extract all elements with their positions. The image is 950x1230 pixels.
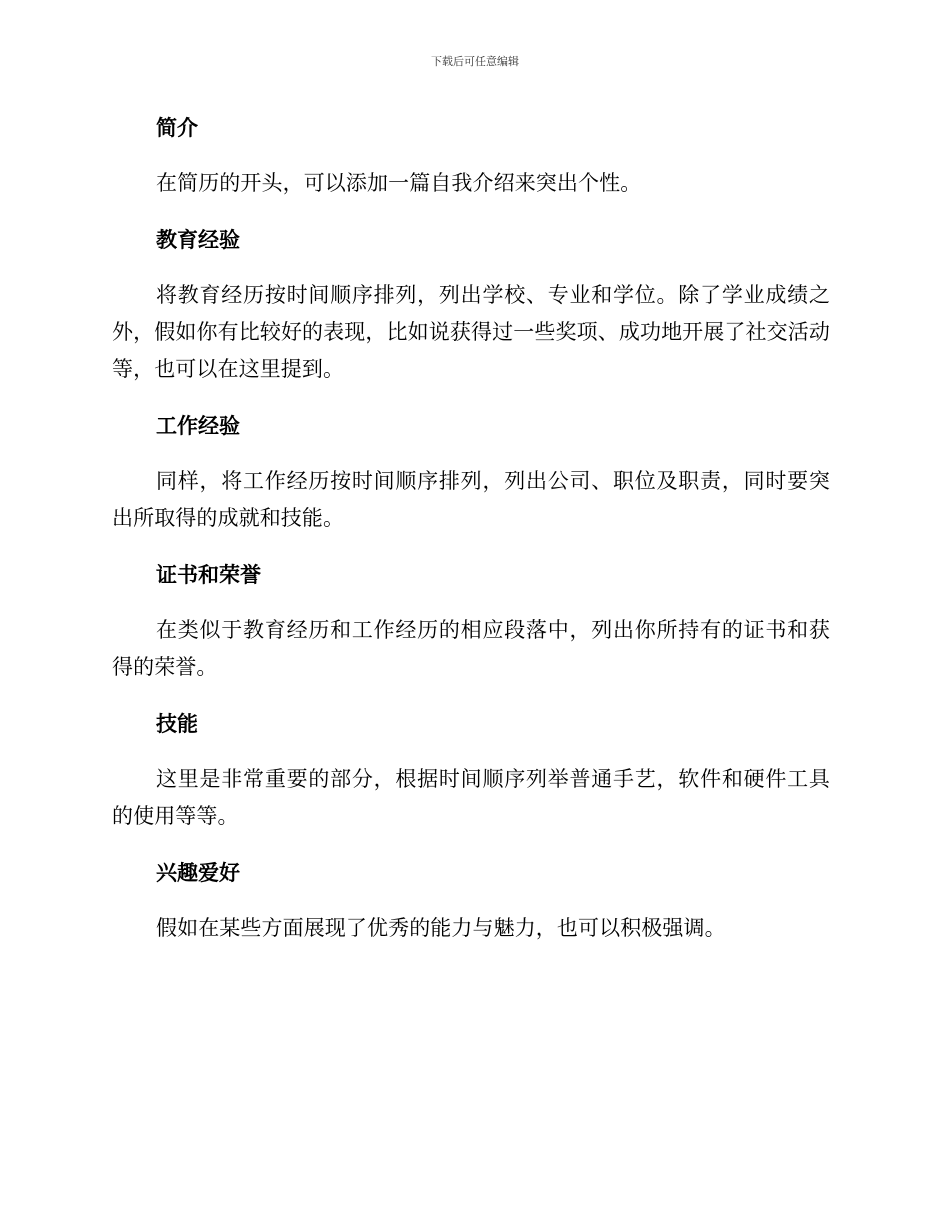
section-body-intro: 在简历的开头，可以添加一篇自我介绍来突出个性。 (156, 171, 642, 195)
section-body-education: 将教育经历按时间顺序排列，列出学校、专业和学位。除了学业成绩之外，假如你有比较好的表现，比如说获得过一些奖项、成功地开展了社交活动等，也可以在这里提到。 (112, 283, 830, 381)
section-body-hobbies: 假如在某些方面展现了优秀的能力与魅力，也可以积极强调。 (156, 916, 726, 940)
section-heading-certificates: 证书和荣誉 (156, 563, 261, 587)
section-heading-education: 教育经验 (156, 228, 240, 252)
section-heading-work: 工作经验 (156, 414, 240, 438)
section-body-skills: 这里是非常重要的部分，根据时间顺序列举普通手艺，软件和硬件工具的使用等等。 (112, 767, 830, 828)
section-heading-skills: 技能 (156, 712, 198, 736)
section-body-certificates: 在类似于教育经历和工作经历的相应段落中，列出你所持有的证书和获得的荣誉。 (112, 618, 830, 679)
section-body-work: 同样，将工作经历按时间顺序排列，列出公司、职位及职责，同时要突出所取得的成就和技能。 (112, 469, 830, 530)
page-header: 下载后可任意编辑 (431, 55, 519, 68)
section-heading-hobbies: 兴趣爱好 (156, 861, 240, 885)
section-heading-intro: 简介 (156, 116, 198, 140)
document-body (112, 110, 830, 947)
